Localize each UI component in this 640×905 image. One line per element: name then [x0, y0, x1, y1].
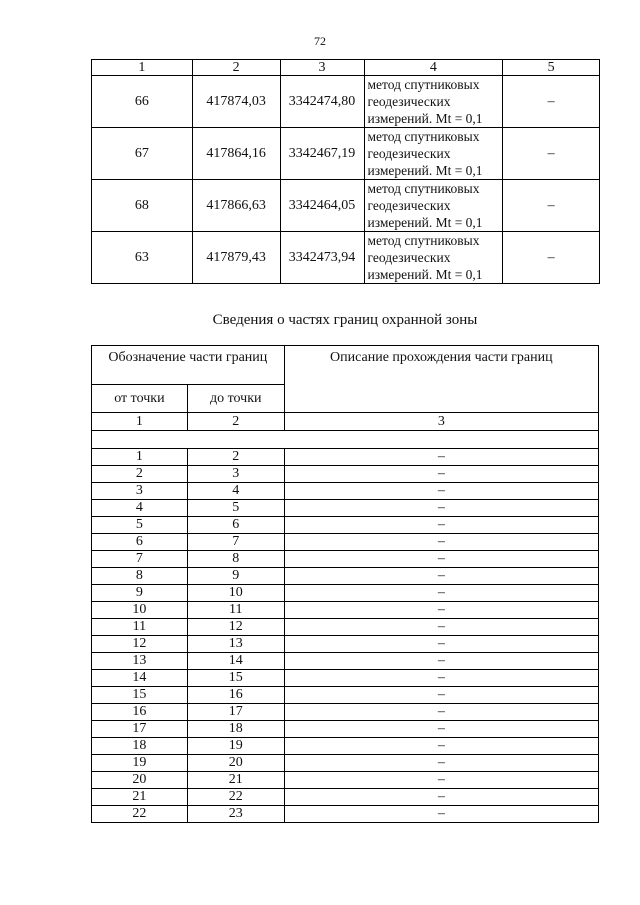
to-point: 15	[187, 670, 284, 687]
to-point: 20	[187, 755, 284, 772]
table-row	[92, 687, 599, 704]
part-description: –	[284, 585, 598, 602]
part-description: –	[284, 466, 598, 483]
to-point: 11	[187, 602, 284, 619]
from-point: 8	[92, 568, 188, 585]
to-point-header: до точки	[187, 385, 284, 413]
column-number: 3	[284, 413, 598, 431]
to-point: 8	[187, 551, 284, 568]
column-number: 3	[280, 60, 364, 76]
part-description: –	[284, 806, 598, 823]
from-point: 5	[92, 517, 188, 534]
table-row	[92, 449, 599, 466]
coordinate-y: 3342467,19	[280, 128, 364, 180]
method-line: измерений. Mt = 0,1	[367, 111, 483, 126]
from-point: 11	[92, 619, 188, 636]
column-number: 5	[503, 60, 600, 76]
table-row	[92, 466, 599, 483]
table-row	[92, 517, 599, 534]
note-cell: –	[503, 232, 600, 284]
table-row	[92, 789, 599, 806]
to-point: 19	[187, 738, 284, 755]
to-point: 16	[187, 687, 284, 704]
to-point: 21	[187, 772, 284, 789]
blank-cell	[92, 431, 599, 449]
from-point: 18	[92, 738, 188, 755]
method-description	[364, 232, 503, 284]
part-description: –	[284, 772, 598, 789]
method-description	[364, 76, 503, 128]
column-number: 2	[187, 413, 284, 431]
part-description: –	[284, 568, 598, 585]
to-point: 7	[187, 534, 284, 551]
method-line: геодезических	[367, 198, 451, 213]
to-point: 4	[187, 483, 284, 500]
from-point: 12	[92, 636, 188, 653]
part-description: –	[284, 619, 598, 636]
column-number: 1	[92, 60, 193, 76]
method-line: метод спутниковых	[367, 181, 480, 196]
to-point: 18	[187, 721, 284, 738]
part-description: –	[284, 500, 598, 517]
coordinates-row	[92, 128, 600, 180]
part-description: –	[284, 534, 598, 551]
part-description: –	[284, 755, 598, 772]
from-point: 19	[92, 755, 188, 772]
column-number: 2	[192, 60, 280, 76]
point-number: 67	[92, 128, 193, 180]
coordinates-header-row	[92, 60, 600, 76]
note-cell: –	[503, 128, 600, 180]
to-point: 23	[187, 806, 284, 823]
part-description: –	[284, 602, 598, 619]
part-description: –	[284, 449, 598, 466]
method-line: измерений. Mt = 0,1	[367, 267, 483, 282]
to-point: 2	[187, 449, 284, 466]
table-row	[92, 738, 599, 755]
section-title: Сведения о частях границ охранной зоны	[212, 312, 478, 328]
from-point: 2	[92, 466, 188, 483]
method-line: геодезических	[367, 250, 451, 265]
coordinates-table	[91, 59, 600, 284]
table-row	[92, 755, 599, 772]
to-point: 13	[187, 636, 284, 653]
from-point: 20	[92, 772, 188, 789]
coordinate-y: 3342474,80	[280, 76, 364, 128]
method-description	[364, 180, 503, 232]
coordinate-x: 417879,43	[192, 232, 280, 284]
table-row	[92, 806, 599, 823]
from-point: 15	[92, 687, 188, 704]
from-point: 17	[92, 721, 188, 738]
point-number: 63	[92, 232, 193, 284]
part-description: –	[284, 517, 598, 534]
from-point: 10	[92, 602, 188, 619]
column-number: 4	[364, 60, 503, 76]
to-point: 14	[187, 653, 284, 670]
part-description: –	[284, 789, 598, 806]
from-point: 21	[92, 789, 188, 806]
method-line: измерений. Mt = 0,1	[367, 163, 483, 178]
coordinate-x: 417874,03	[192, 76, 280, 128]
coordinate-x: 417866,63	[192, 180, 280, 232]
point-number: 66	[92, 76, 193, 128]
to-point: 22	[187, 789, 284, 806]
from-point: 4	[92, 500, 188, 517]
boundary-parts-table	[91, 345, 599, 823]
method-line: измерений. Mt = 0,1	[367, 215, 483, 230]
to-point: 3	[187, 466, 284, 483]
from-point: 6	[92, 534, 188, 551]
parts-number-row	[92, 413, 599, 431]
note-cell: –	[503, 76, 600, 128]
table-row	[92, 653, 599, 670]
table-row	[92, 585, 599, 602]
table-row	[92, 721, 599, 738]
to-point: 12	[187, 619, 284, 636]
method-line: геодезических	[367, 94, 451, 109]
from-point: 14	[92, 670, 188, 687]
table-row	[92, 704, 599, 721]
column-number: 1	[92, 413, 188, 431]
description-header: Описание прохождения части границ	[284, 346, 598, 413]
method-line: метод спутниковых	[367, 129, 480, 144]
part-description: –	[284, 636, 598, 653]
part-description: –	[284, 687, 598, 704]
table-row	[92, 534, 599, 551]
coordinate-y: 3342473,94	[280, 232, 364, 284]
from-point: 13	[92, 653, 188, 670]
table-row	[92, 772, 599, 789]
parts-header-row	[92, 346, 599, 385]
coordinates-row	[92, 76, 600, 128]
part-description: –	[284, 670, 598, 687]
part-description: –	[284, 483, 598, 500]
part-description: –	[284, 721, 598, 738]
from-point-header: от точки	[92, 385, 188, 413]
coordinate-y: 3342464,05	[280, 180, 364, 232]
coordinate-x: 417864,16	[192, 128, 280, 180]
group-header: Обозначение части границ	[92, 346, 285, 385]
from-point: 1	[92, 449, 188, 466]
from-point: 9	[92, 585, 188, 602]
table-row	[92, 602, 599, 619]
table-row	[92, 636, 599, 653]
method-line: метод спутниковых	[367, 77, 480, 92]
from-point: 16	[92, 704, 188, 721]
to-point: 6	[187, 517, 284, 534]
part-description: –	[284, 738, 598, 755]
to-point: 10	[187, 585, 284, 602]
part-description: –	[284, 704, 598, 721]
table-row	[92, 500, 599, 517]
from-point: 3	[92, 483, 188, 500]
table-row	[92, 568, 599, 585]
method-description	[364, 128, 503, 180]
table-row	[92, 670, 599, 687]
point-number: 68	[92, 180, 193, 232]
blank-row	[92, 431, 599, 449]
method-line: геодезических	[367, 146, 451, 161]
method-line: метод спутниковых	[367, 233, 480, 248]
part-description: –	[284, 551, 598, 568]
note-cell: –	[503, 180, 600, 232]
table-row	[92, 483, 599, 500]
page-number: 72	[314, 34, 326, 48]
coordinates-row	[92, 180, 600, 232]
from-point: 22	[92, 806, 188, 823]
from-point: 7	[92, 551, 188, 568]
table-row	[92, 551, 599, 568]
to-point: 9	[187, 568, 284, 585]
coordinates-row	[92, 232, 600, 284]
part-description: –	[284, 653, 598, 670]
table-row	[92, 619, 599, 636]
to-point: 5	[187, 500, 284, 517]
to-point: 17	[187, 704, 284, 721]
